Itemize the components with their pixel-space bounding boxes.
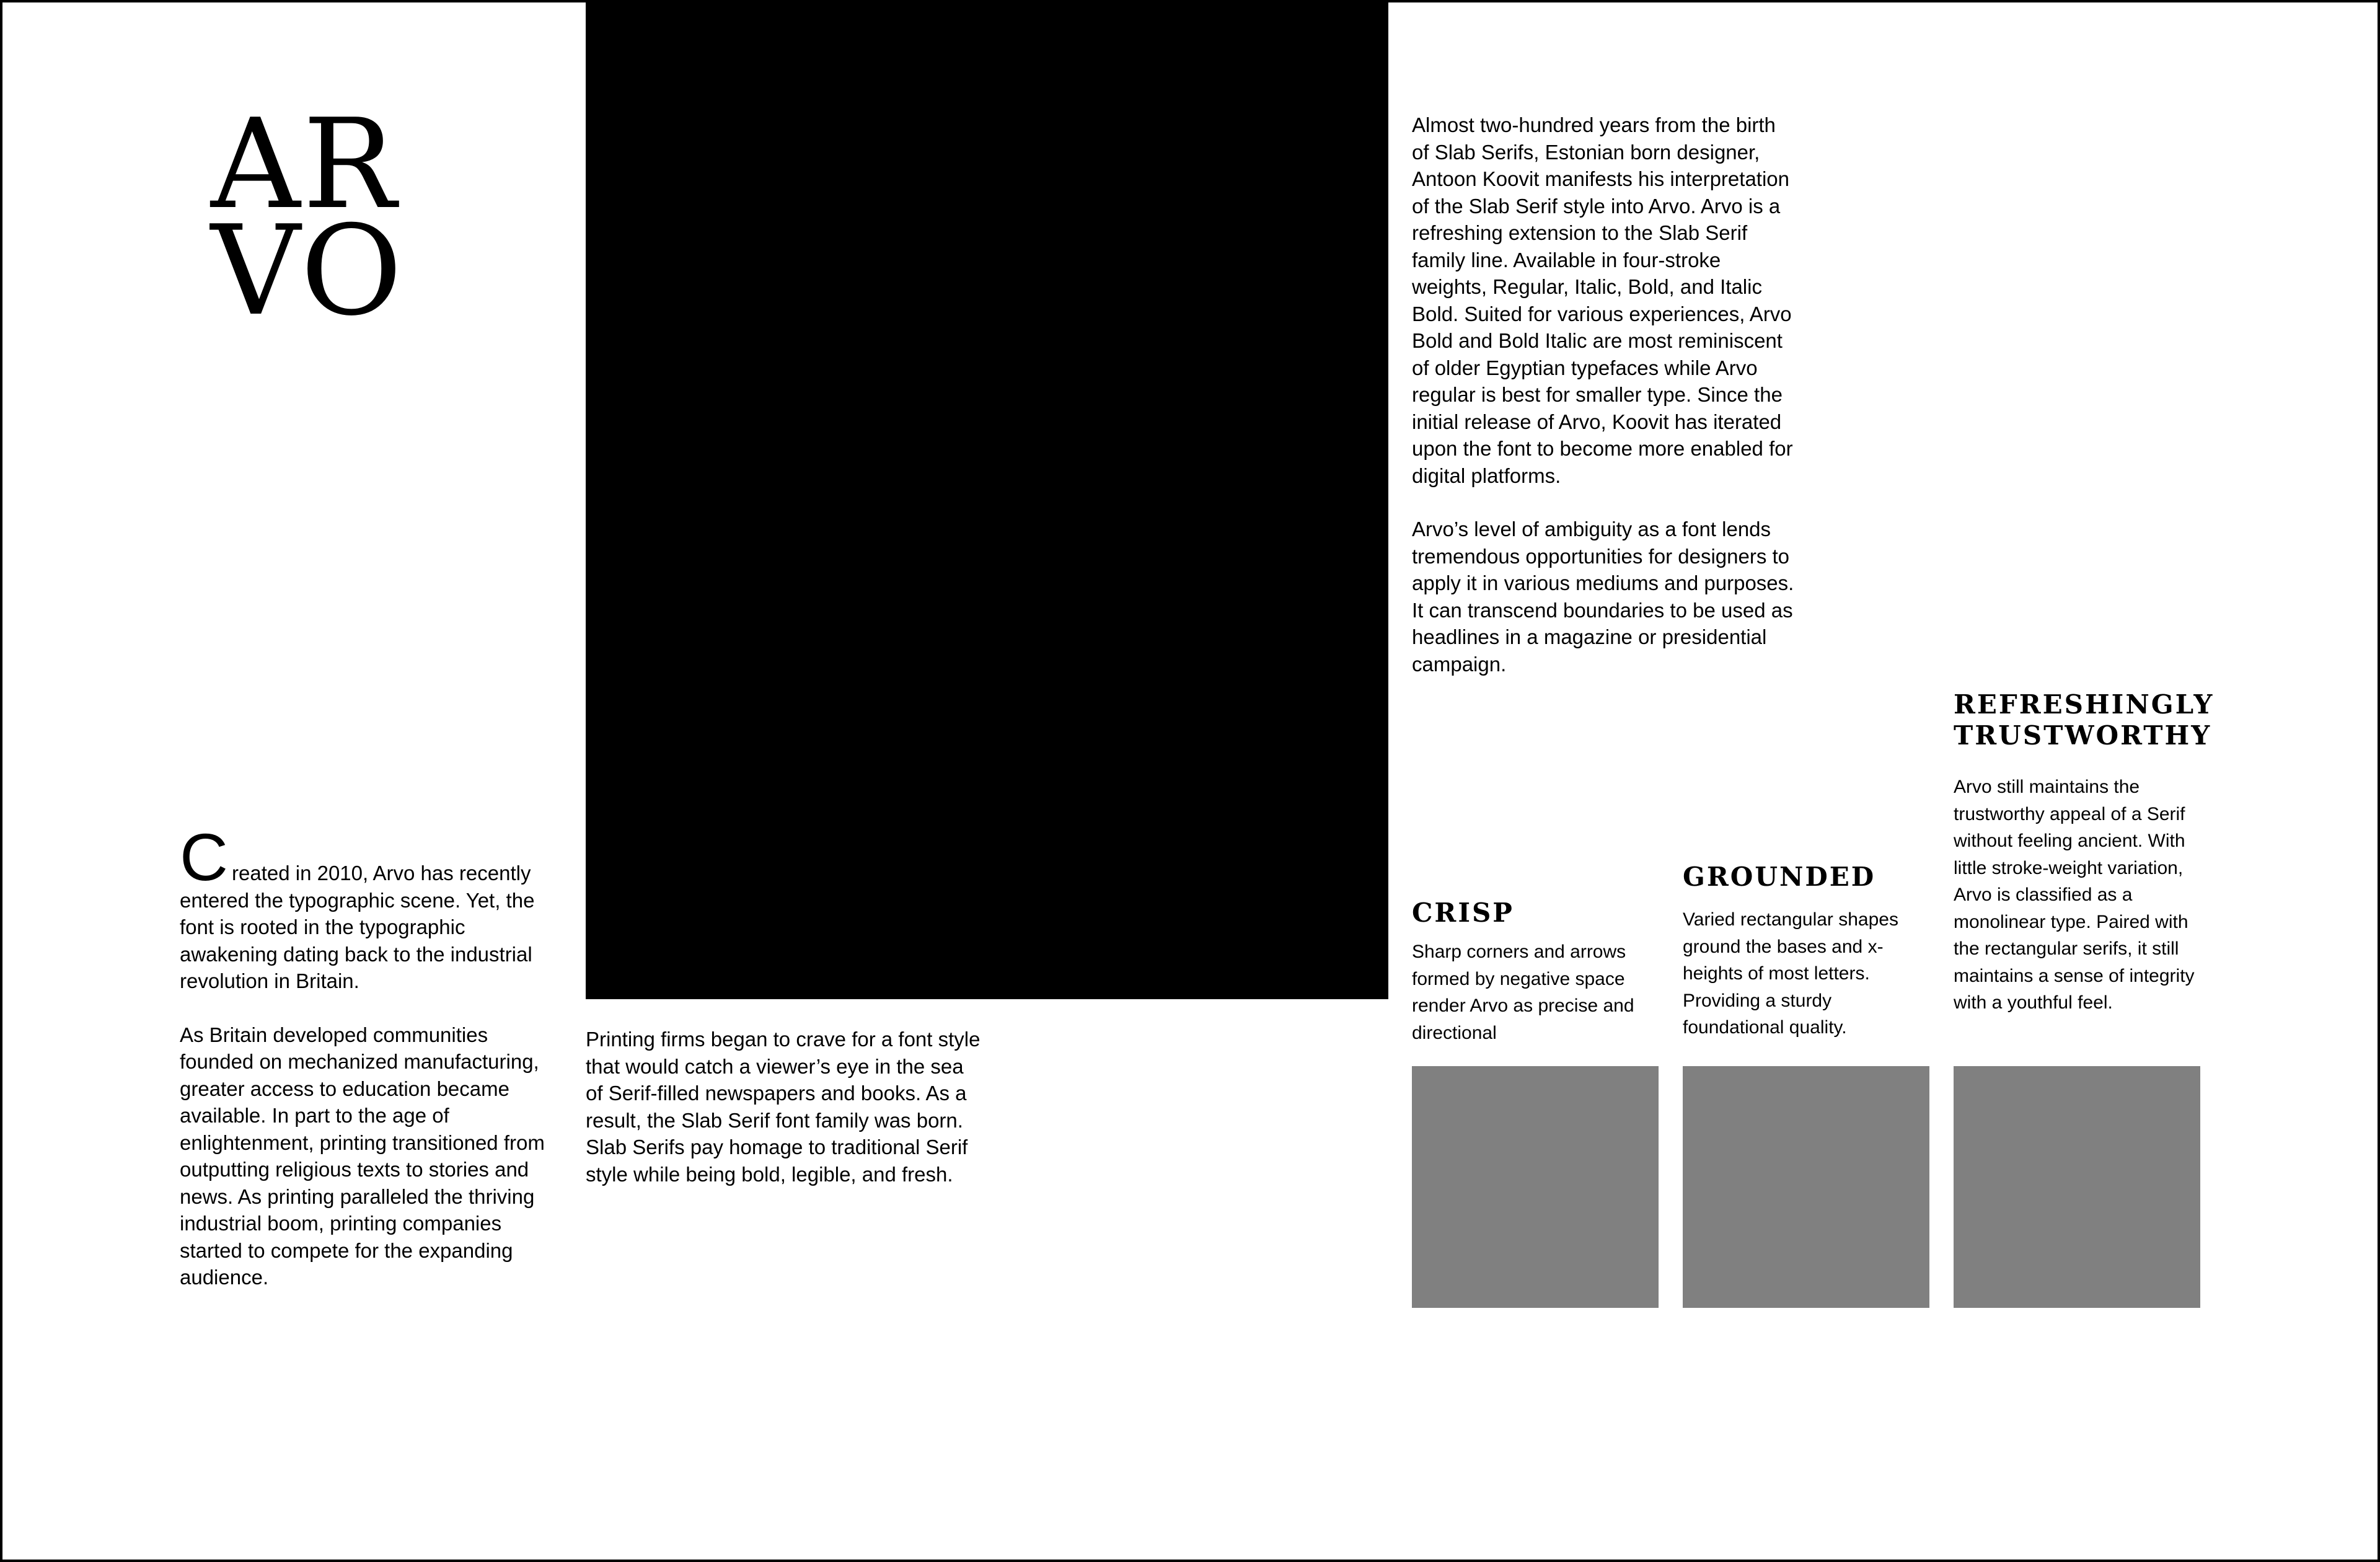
feature-swatch-crisp [1412,1066,1659,1308]
feature-swatch-trustworthy [1954,1066,2200,1308]
feature-heading-grounded: GROUNDED [1683,862,1876,892]
feature-text-trustworthy: Arvo still maintains the trustworthy appeal of a Serif without feeling ancient. With little stroke-weight variation, Arvo is classified as a monolinear type. Paired with the rectangular serifs, it still maintains a sense of integrity with a youthful feel. [1954,777,2195,1013]
title-line-2: VO [211,199,405,343]
feature-swatch-grounded [1683,1066,1929,1308]
page-title [211,92,405,343]
title-line-1: AR [211,92,399,237]
right-text [1412,112,1796,677]
intro-text [180,819,564,1291]
feature-heading-crisp: CRISP [1412,898,1514,928]
right-paragraph-2: Arvo’s level of ambiguity as a font lends tremendous opportunities for designers to apply it in various mediums and purposes. It can transcend boundaries to be used as headlines in a magazine or presidential campaign. [1412,518,1794,676]
intro-paragraph-2: As Britain developed communities founded on mechanized manufacturing, greater access to education became available. In part to the age of enlightenment, printing transitioned from outputting religious texts to stories and news. As printing paralleled the thriving industrial boom, printing companies started to compete for the expanding audience. [180,1023,545,1289]
hero-image-block [586,0,1388,999]
intro-paragraph-1: reated in 2010, Arvo has recently entered the typographic scene. Yet, the font is rooted in the typographic awakening dating back to the industrial revolution in Britain. [180,862,535,992]
feature-heading-trustworthy: REFRESHINGLY TRUSTWORTHY [1954,689,2215,751]
drop-cap: C [180,819,228,894]
middle-text [586,1026,982,1188]
middle-paragraph: Printing firms began to crave for a font style that would catch a viewer’s eye in the sea of Serif-filled newspapers and books. As a result, the Slab Serif font family was born. Slab Serifs pay homage to traditional Serif style while being bold, legible, and fresh. [586,1028,981,1186]
right-paragraph-1: Almost two-hundred years from the birth of Slab Serifs, Estonian born designer, Antoon Koovit manifests his interpretation of the Slab Serif style into Arvo. Arvo is a refreshing extension to the Slab Serif family line. Available in four-stroke weights, Regular, Italic, Bold, and Italic Bold. Suited for various experiences, Arvo Bold and Bold Italic are most reminiscent of older Egyptian typefaces while Arvo regular is best for smaller type. Since the initial release of Arvo, Koovit has iterated upon the font to become more enabled for digital platforms. [1412,113,1793,487]
feature-text-grounded: Varied rectangular shapes ground the bases and x-heights of most letters. Providing a sturdy foundational quality. [1683,909,1898,1038]
feature-text-crisp: Sharp corners and arrows formed by negative space render Arvo as precise and directional [1412,942,1634,1043]
